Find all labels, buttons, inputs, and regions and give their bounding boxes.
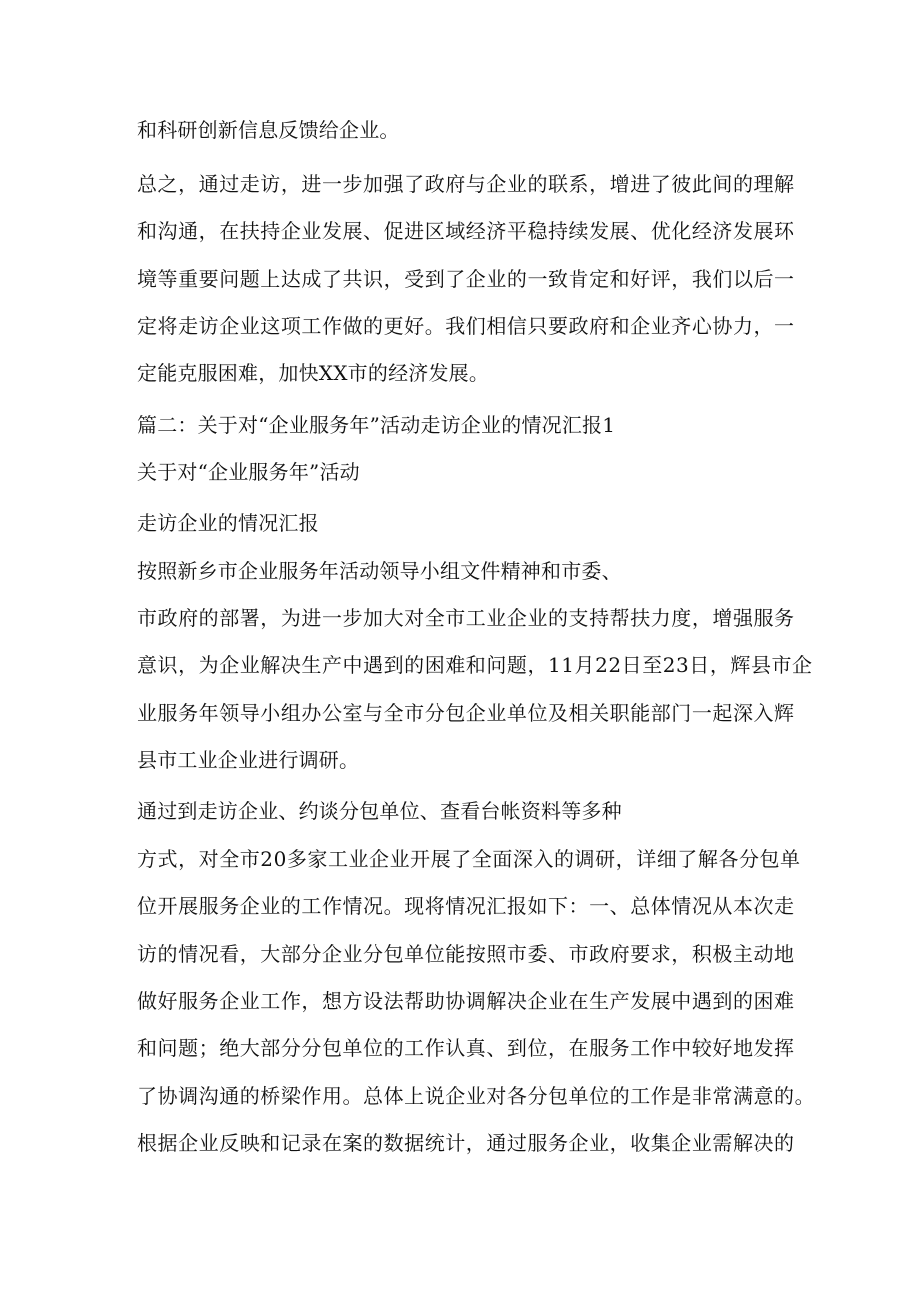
text-line: 位开展服务企业的工作情况。现将情况汇报如下：一、总体情况从本次走 <box>137 894 795 918</box>
text-line: 和沟通，在扶持企业发展、促进区域经济平稳持续发展、优化经济发展环 <box>137 219 795 243</box>
text-line: 业服务年领导小组办公室与全市分包企业单位及相关职能部门一起深入辉 <box>137 701 795 725</box>
text-line: 了协调沟通的桥梁作用。总体上说企业对各分包单位的工作是非常满意的。 <box>137 1084 816 1108</box>
text-line: 根据企业反映和记录在案的数据统计，通过服务企业，收集企业需解决的 <box>137 1131 795 1155</box>
text-line: 做好服务企业工作，想方设法帮助协调解决企业在生产发展中遇到的困难 <box>137 989 795 1013</box>
text-line: 和科研创新信息反馈给企业。 <box>137 118 400 142</box>
text-line: 市政府的部署，为进一步加大对全市工业企业的支持帮扶力度，增强服务 <box>137 606 795 630</box>
text-line: 方式，对全市20多家工业企业开展了全面深入的调研，详细了解各分包单 <box>137 847 801 871</box>
report-title: 关于对“企业服务年”活动 <box>137 460 360 484</box>
text-line: 通过到走访企业、约谈分包单位、查看台帐资料等多种 <box>137 799 622 823</box>
text-line: 县市工业企业进行调研。 <box>137 748 360 772</box>
text-line: 和问题；绝大部分分包单位的工作认真、到位，在服务工作中较好地发挥 <box>137 1036 795 1060</box>
section-heading: 篇二：关于对“企业服务年”活动走访企业的情况汇报1 <box>137 413 616 437</box>
text-line: 按照新乡市企业服务年活动领导小组文件精神和市委、 <box>137 559 622 583</box>
text-line: 访的情况看，大部分企业分包单位能按照市委、市政府要求，积极主动地 <box>137 942 795 966</box>
text-line: 定能克服困难，加快XX市的经济发展。 <box>137 361 490 385</box>
text-line: 总之，通过走访，进一步加强了政府与企业的联系，增进了彼此间的理解 <box>137 172 795 196</box>
report-subtitle: 走访企业的情况汇报 <box>137 511 319 535</box>
text-line: 定将走访企业这项工作做的更好。我们相信只要政府和企业齐心协力，一 <box>137 314 795 338</box>
text-line: 境等重要问题上达成了共识，受到了企业的一致肯定和好评，我们以后一 <box>137 267 795 291</box>
text-line: 意识，为企业解决生产中遇到的困难和问题，11月22日至23日，辉县市企 <box>137 653 813 677</box>
